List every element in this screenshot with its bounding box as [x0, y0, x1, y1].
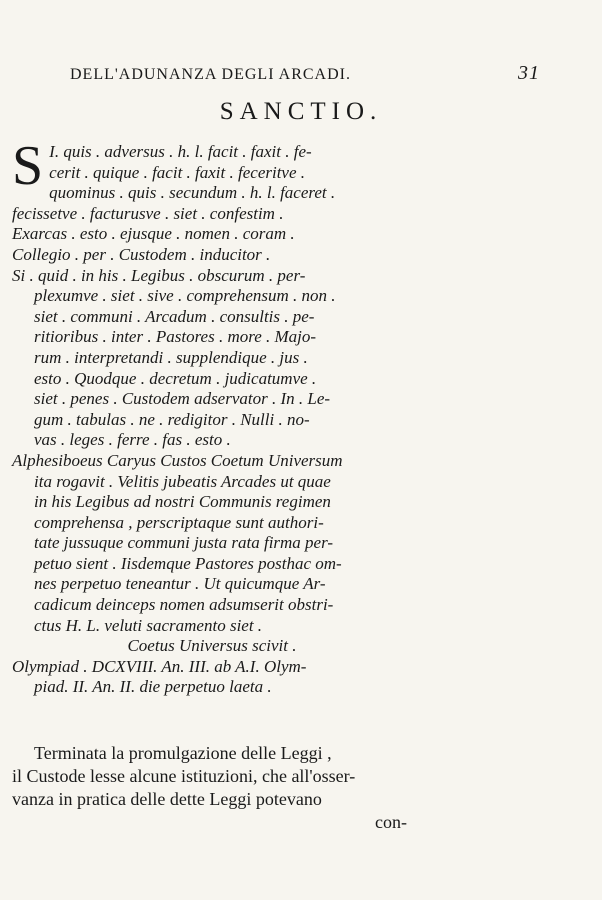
text-line: tate jussuque communi justa rata firma per- [34, 533, 334, 553]
catchword: con- [375, 812, 407, 832]
text-line: nes perpetuo teneantur . Ut quicumque Ar- [34, 574, 326, 594]
text-line: piad. II. An. II. die perpetuo laeta . [34, 677, 272, 697]
text-line: il Custode lesse alcune istituzioni, che all'osser- [12, 766, 356, 786]
running-head: DELL'ADUNANZA DEGLI ARCADI. [70, 66, 351, 83]
text-line: ita rogavit . Velitis jubeatis Arcades ut quae [34, 471, 331, 491]
text-line: plexumve . siet . sive . comprehensum . non . [34, 286, 336, 306]
text-line: Alphesiboeus Caryus Custos Coetum Universum [12, 450, 343, 470]
text-line: siet . communi . Arcadum . consultis . pe- [34, 306, 315, 326]
page-header [70, 62, 540, 92]
italian-text-block [12, 742, 407, 834]
text-line: esto . Quodque . decretum . judicatumve . [34, 368, 317, 388]
text-line: in his Legibus ad nostri Communis regimen [34, 492, 331, 512]
text-line: quominus . quis . secundum . h. l. faceret . [49, 183, 336, 203]
text-line: Olympiad . DCXVIII. An. III. ab A.I. Olym- [12, 656, 307, 676]
text-line: ctus H. L. veluti sacramento siet . [34, 615, 263, 635]
text-line: petuo sient . Iisdemque Pastores posthac om- [34, 553, 342, 573]
text-line: I. quis . adversus . h. l. facit . faxit . fe- [49, 142, 312, 161]
section-title: SANCTIO. [219, 98, 383, 125]
page-number: 31 [518, 62, 540, 84]
text-line: cadicum deinceps nomen adsumserit obstri- [34, 595, 334, 615]
text-line: vanza in pratica delle dette Leggi potevano [12, 789, 322, 809]
text-line: fecissetve . facturusve . siet . confestim . [12, 203, 284, 223]
text-line: Exarcas . esto . ejusque . nomen . coram . [12, 224, 295, 244]
text-line: Collegio . per . Custodem . inducitor . [12, 244, 271, 264]
latin-text-block [12, 135, 412, 698]
text-line: Si . quid . in his . Legibus . obscurum . per- [12, 265, 306, 285]
drop-cap: S [12, 135, 44, 197]
text-line: comprehensa , perscriptaque sunt authori- [34, 512, 324, 532]
text-line: Terminata la promulgazione delle Leggi , [34, 743, 332, 763]
text-line: rum . interpretandi . supplendique . jus . [34, 347, 308, 367]
text-line: vas . leges . ferre . fas . esto . [34, 430, 231, 450]
text-line: Coetus Universus scivit . [127, 636, 297, 656]
text-line: cerit . quique . facit . faxit . feceritve . [49, 162, 306, 182]
text-line: ritioribus . inter . Pastores . more . Majo- [34, 327, 317, 347]
text-line: gum . tabulas . ne . redigitor . Nulli . no- [34, 409, 310, 429]
text-line: siet . penes . Custodem adservator . In . Le- [34, 389, 331, 409]
